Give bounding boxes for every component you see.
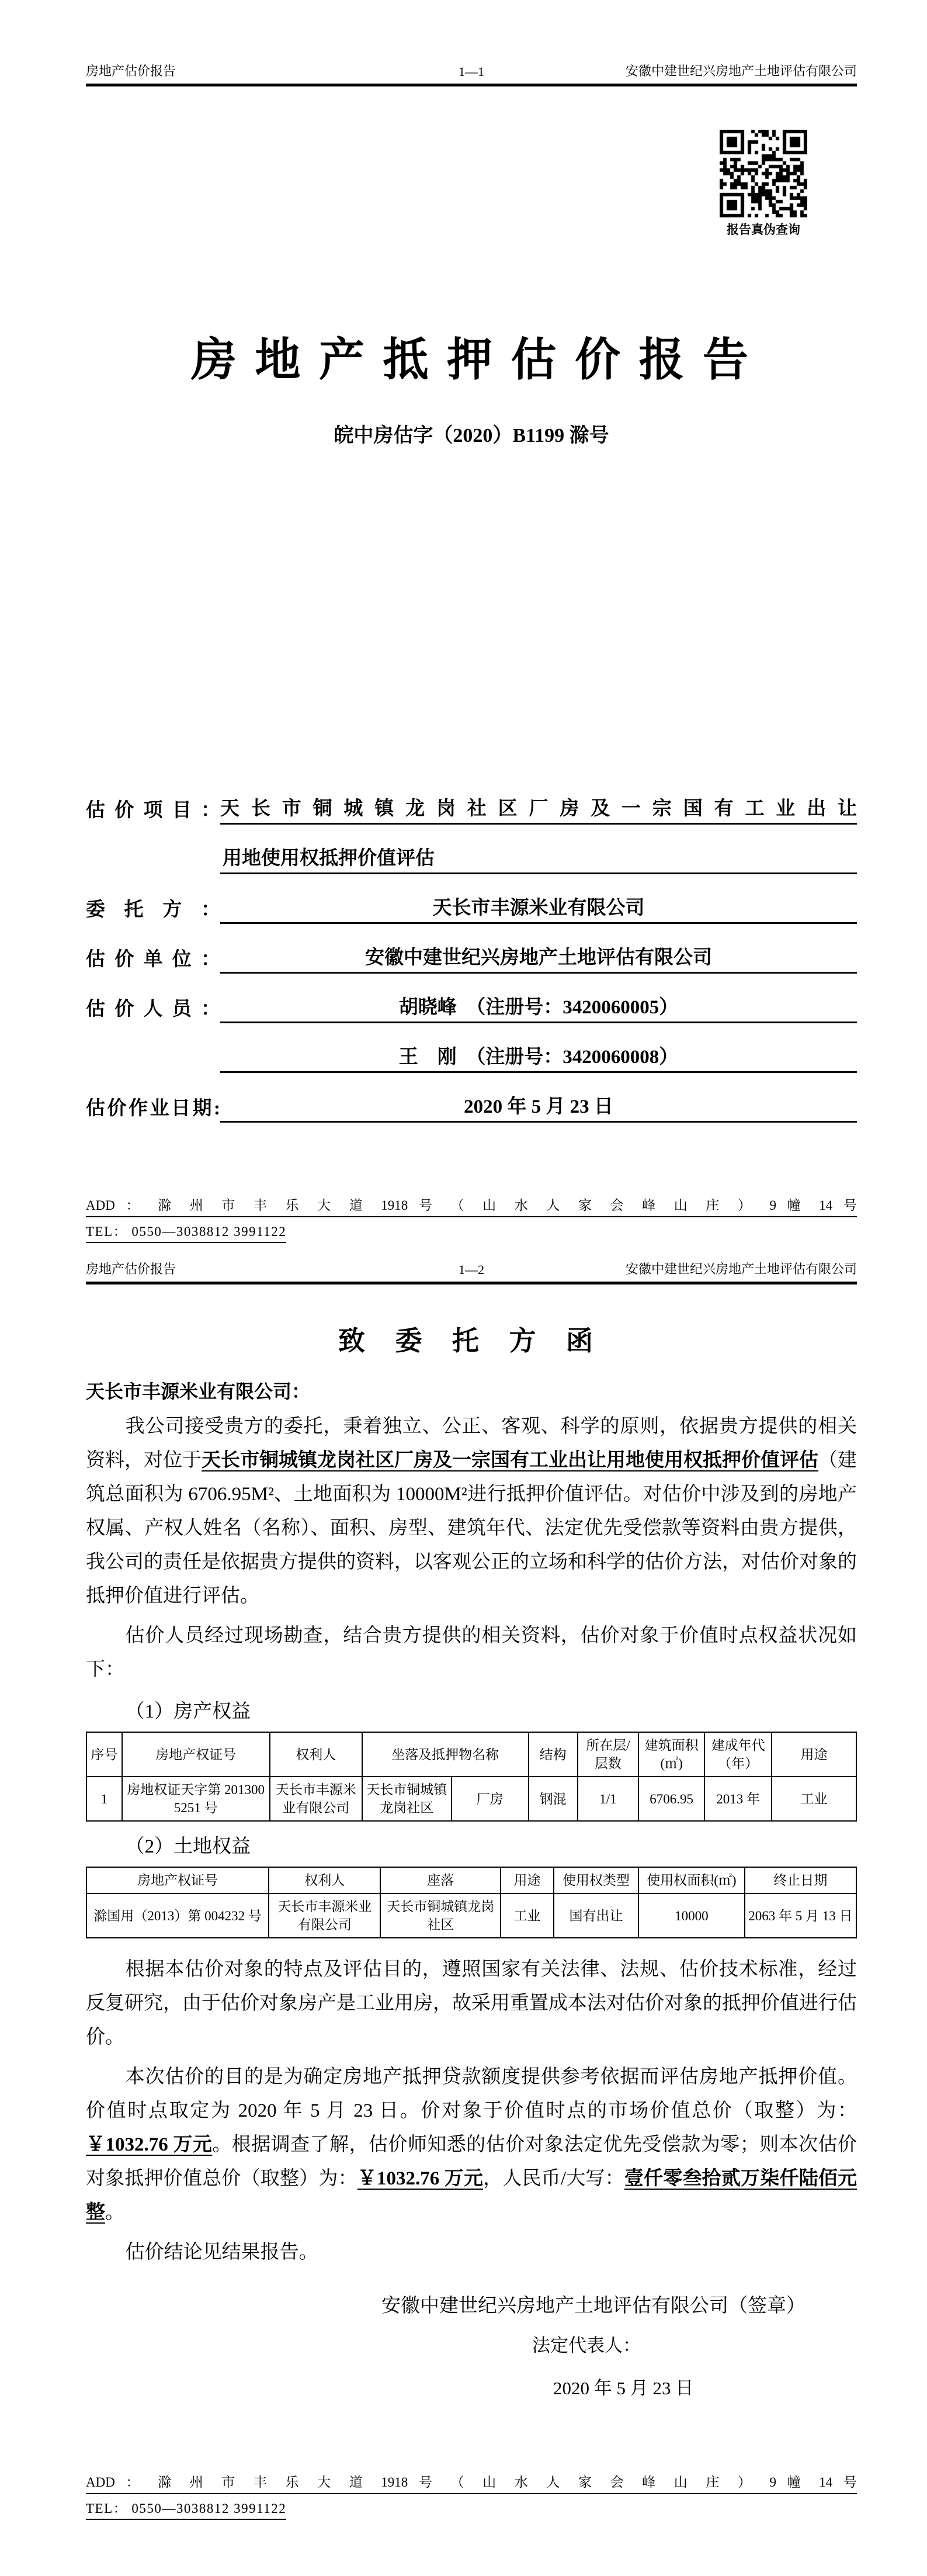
form-value-project-line1: 天长市铜城镇龙岗社区厂房及一宗国有工业出让 [220,793,857,825]
form-value-date: 2020 年 5 月 23 日 [220,1091,857,1123]
qr-block [86,130,857,238]
header-rule [86,84,857,86]
form-label-project: 估 价 项 目 ： [86,800,220,821]
form-value-client: 天长市丰源米业有限公司 [220,892,857,924]
cell-collateral-name: 厂房 [452,1777,529,1821]
form-label-client: 委 托 方 ： [86,899,220,920]
footer-address: ADD ： 滁 州 市 丰 乐 大 道 1918 号 （ 山 水 人 家 会 峰 山 庄 ） 9 幢 14 号 [86,1194,857,1217]
cell-owner: 天长市丰源米业有限公司 [270,1777,362,1821]
form-label-agency: 估 价 单 位 ： [86,949,220,970]
col-header-cert-no: 房地产权证号 [122,1732,270,1777]
col-header-floor-area: 建筑面积(㎡) [638,1732,704,1777]
form-value-agency: 安徽中建世纪兴房地产土地评估有限公司 [220,942,857,974]
footer-tel: TEL： 0550—3038812 3991122 [86,2498,857,2520]
running-header-company: 安徽中建世纪兴房地产土地评估有限公司 [625,64,857,78]
col-header-use: 用途 [772,1732,856,1777]
col-header-right-area: 使用权面积(㎡) [638,1867,745,1893]
form-row-agency [86,924,857,974]
letter-salutation: 天长市丰源米业有限公司： [86,1381,311,1402]
cell-structure: 钢混 [529,1777,578,1821]
cell-cert-no: 房地权证天字第 2013005251 号 [122,1777,270,1821]
running-header-doc-type: 房地产估价报告 [86,64,176,78]
col-header-floor: 所在层/层数 [578,1732,638,1777]
col-header-location: 座落 [380,1867,501,1893]
form-row-date [86,1073,857,1123]
letter-paragraph-4: 本次估价的目的是为确定房地产抵押贷款额度提供参考依据而评估房地产抵押价值。价值时点取定为 2020 年 5 月 23 日。价对象于价值时点的市场价值总价（取整）为：￥1032.76 万元。根据调查了解，估价师知悉的估价对象法定优先受偿款为零；则本次估价对象抵押价值总价（取整）为：￥1032.76 万元，人民币/大写：壹仟零叁拾贰万柒仟陆佰元整。 [86,2066,857,2223]
land-rights-table [86,1867,857,1938]
col-header-index: 序号 [86,1732,122,1777]
table-header-row [86,1732,856,1777]
page-number: 1—2 [459,1262,484,1277]
col-header-build-year: 建成年代（年） [704,1732,772,1777]
form-row-project-cont [86,825,857,874]
cell-right-type: 国有出让 [554,1893,638,1938]
page-1-footer [86,1194,857,1243]
running-header-company: 安徽中建世纪兴房地产土地评估有限公司 [625,1262,857,1276]
col-header-owner: 权利人 [270,1732,362,1777]
form-row-project [86,775,857,825]
form-value-appraiser-1: 胡晓峰 （注册号：3420060005） [220,992,857,1023]
page-2-letter [0,1243,927,2520]
form-row-client [86,874,857,924]
form-label-blank [86,872,220,874]
market-value-emphasis: ￥1032.76 万元 [86,2134,213,2155]
cell-floor-area: 6706.95 [638,1777,704,1821]
housing-rights-table [86,1732,857,1822]
signature-legal-rep: 法定代表人： [532,2335,641,2356]
cell-index: 1 [86,1777,122,1821]
page-1-cover [0,0,927,1243]
col-header-right-type: 使用权类型 [554,1867,638,1893]
letter-paragraph-2: 估价人员经过现场勘查，结合贵方提供的相关资料，估价对象于价值时点权益状况如下： [86,1625,857,1680]
qr-caption: 报告真伪查询 [727,223,800,237]
col-header-structure: 结构 [529,1732,578,1777]
form-row-appraiser-2 [86,1023,857,1073]
cell-location: 天长市铜城镇龙岗社区 [362,1777,452,1821]
report-title: 房 地 产 抵 押 估 价 报 告 [190,334,752,385]
signature-company: 安徽中建世纪兴房地产土地评估有限公司（签章） [381,2295,806,2317]
page-2-footer [86,2471,857,2520]
form-value-project-line2: 用地使用权抵押价值评估 [220,843,857,874]
col-header-location: 坐落及抵押物名称 [362,1732,529,1777]
section-label-land-rights: （2）土地权益 [125,1836,251,1857]
page-2-running-header [86,1243,857,1277]
cell-build-year: 2013 年 [704,1777,772,1821]
col-header-cert-no: 房地产权证号 [86,1867,269,1893]
cell-right-area: 10000 [638,1893,745,1938]
footer-tel: TEL： 0550—3038812 3991122 [86,1221,857,1243]
footer-address: ADD ： 滁 州 市 丰 乐 大 道 1918 号 （ 山 水 人 家 会 峰 山 庄 ） 9 幢 14 号 [86,2471,857,2494]
header-rule [86,1282,857,1284]
col-header-use: 用途 [501,1867,554,1893]
report-doc-number: 皖中房估字（2020）B1199 滁号 [334,425,609,446]
page-number: 1—1 [459,64,484,79]
col-header-owner: 权利人 [269,1867,380,1893]
cell-floor: 1/1 [578,1777,638,1821]
section-label-housing-rights: （1）房产权益 [125,1701,251,1722]
cell-location: 天长市铜城镇龙岗社区 [380,1893,501,1938]
page-1-running-header [86,0,857,79]
signature-date: 2020 年 5 月 23 日 [553,2378,694,2398]
table-row [86,1777,856,1821]
table-header-row [86,1867,856,1893]
capital-amount-emphasis: 壹仟零叁拾贰万柒仟陆佰元整 [86,2168,857,2223]
cell-use: 工业 [501,1893,554,1938]
form-label-appraisers: 估 价 人 员 ： [86,999,220,1020]
table-row [86,1893,856,1938]
form-row-appraiser-1 [86,974,857,1023]
letter-paragraph-5: 估价结论见结果报告。 [125,2242,318,2263]
form-label-date: 估价作业日期: [86,1098,220,1119]
qr-code [720,130,807,217]
form-value-appraiser-2: 王 刚 （注册号：3420060008） [220,1041,857,1073]
col-header-end-date: 终止日期 [745,1867,856,1893]
cell-end-date: 2063 年 5 月 13 日 [745,1893,856,1938]
cell-cert-no: 滁国用（2013）第 004232 号 [86,1893,269,1938]
cover-form [86,775,857,1123]
project-name-emphasis: 天长市铜城镇龙岗社区厂房及一宗国有工业出让用地使用权抵押价值评估 [202,1450,818,1471]
mortgage-value-emphasis: ￥1032.76 万元 [357,2168,484,2189]
letter-title: 致 委 托 方 函 [338,1326,605,1356]
running-header-doc-type: 房地产估价报告 [86,1262,176,1276]
letter-paragraph-1: 我公司接受贵方的委托，秉着独立、公正、客观、科学的原则，依据贵方提供的相关资料，对位于天长市铜城镇龙岗社区厂房及一宗国有工业出让用地使用权抵押价值评估（建筑总面积为 6706.95M²、土地面积为 10000M²进行抵押价值评估。对估价中涉及到的房地产权属、产权人姓名（名称）、面积、房型、建筑年代、法定优先受偿款等资料由贵方提供，我公司的责任是依据贵方提供的资料，以客观公正的立场和科学的估价方法，对估价对象的抵押价值进行评估。 [86,1416,857,1606]
cell-owner: 天长市丰源米业有限公司 [269,1893,380,1938]
cell-use: 工业 [772,1777,856,1821]
letter-paragraph-3: 根据本估价对象的特点及评估目的，遵照国家有关法律、法规、估价技术标准，经过反复研究，由于估价对象房产是工业用房，故采用重置成本法对估价对象的抵押价值进行估价。 [86,1959,857,2048]
form-label-blank-2 [86,1071,220,1073]
